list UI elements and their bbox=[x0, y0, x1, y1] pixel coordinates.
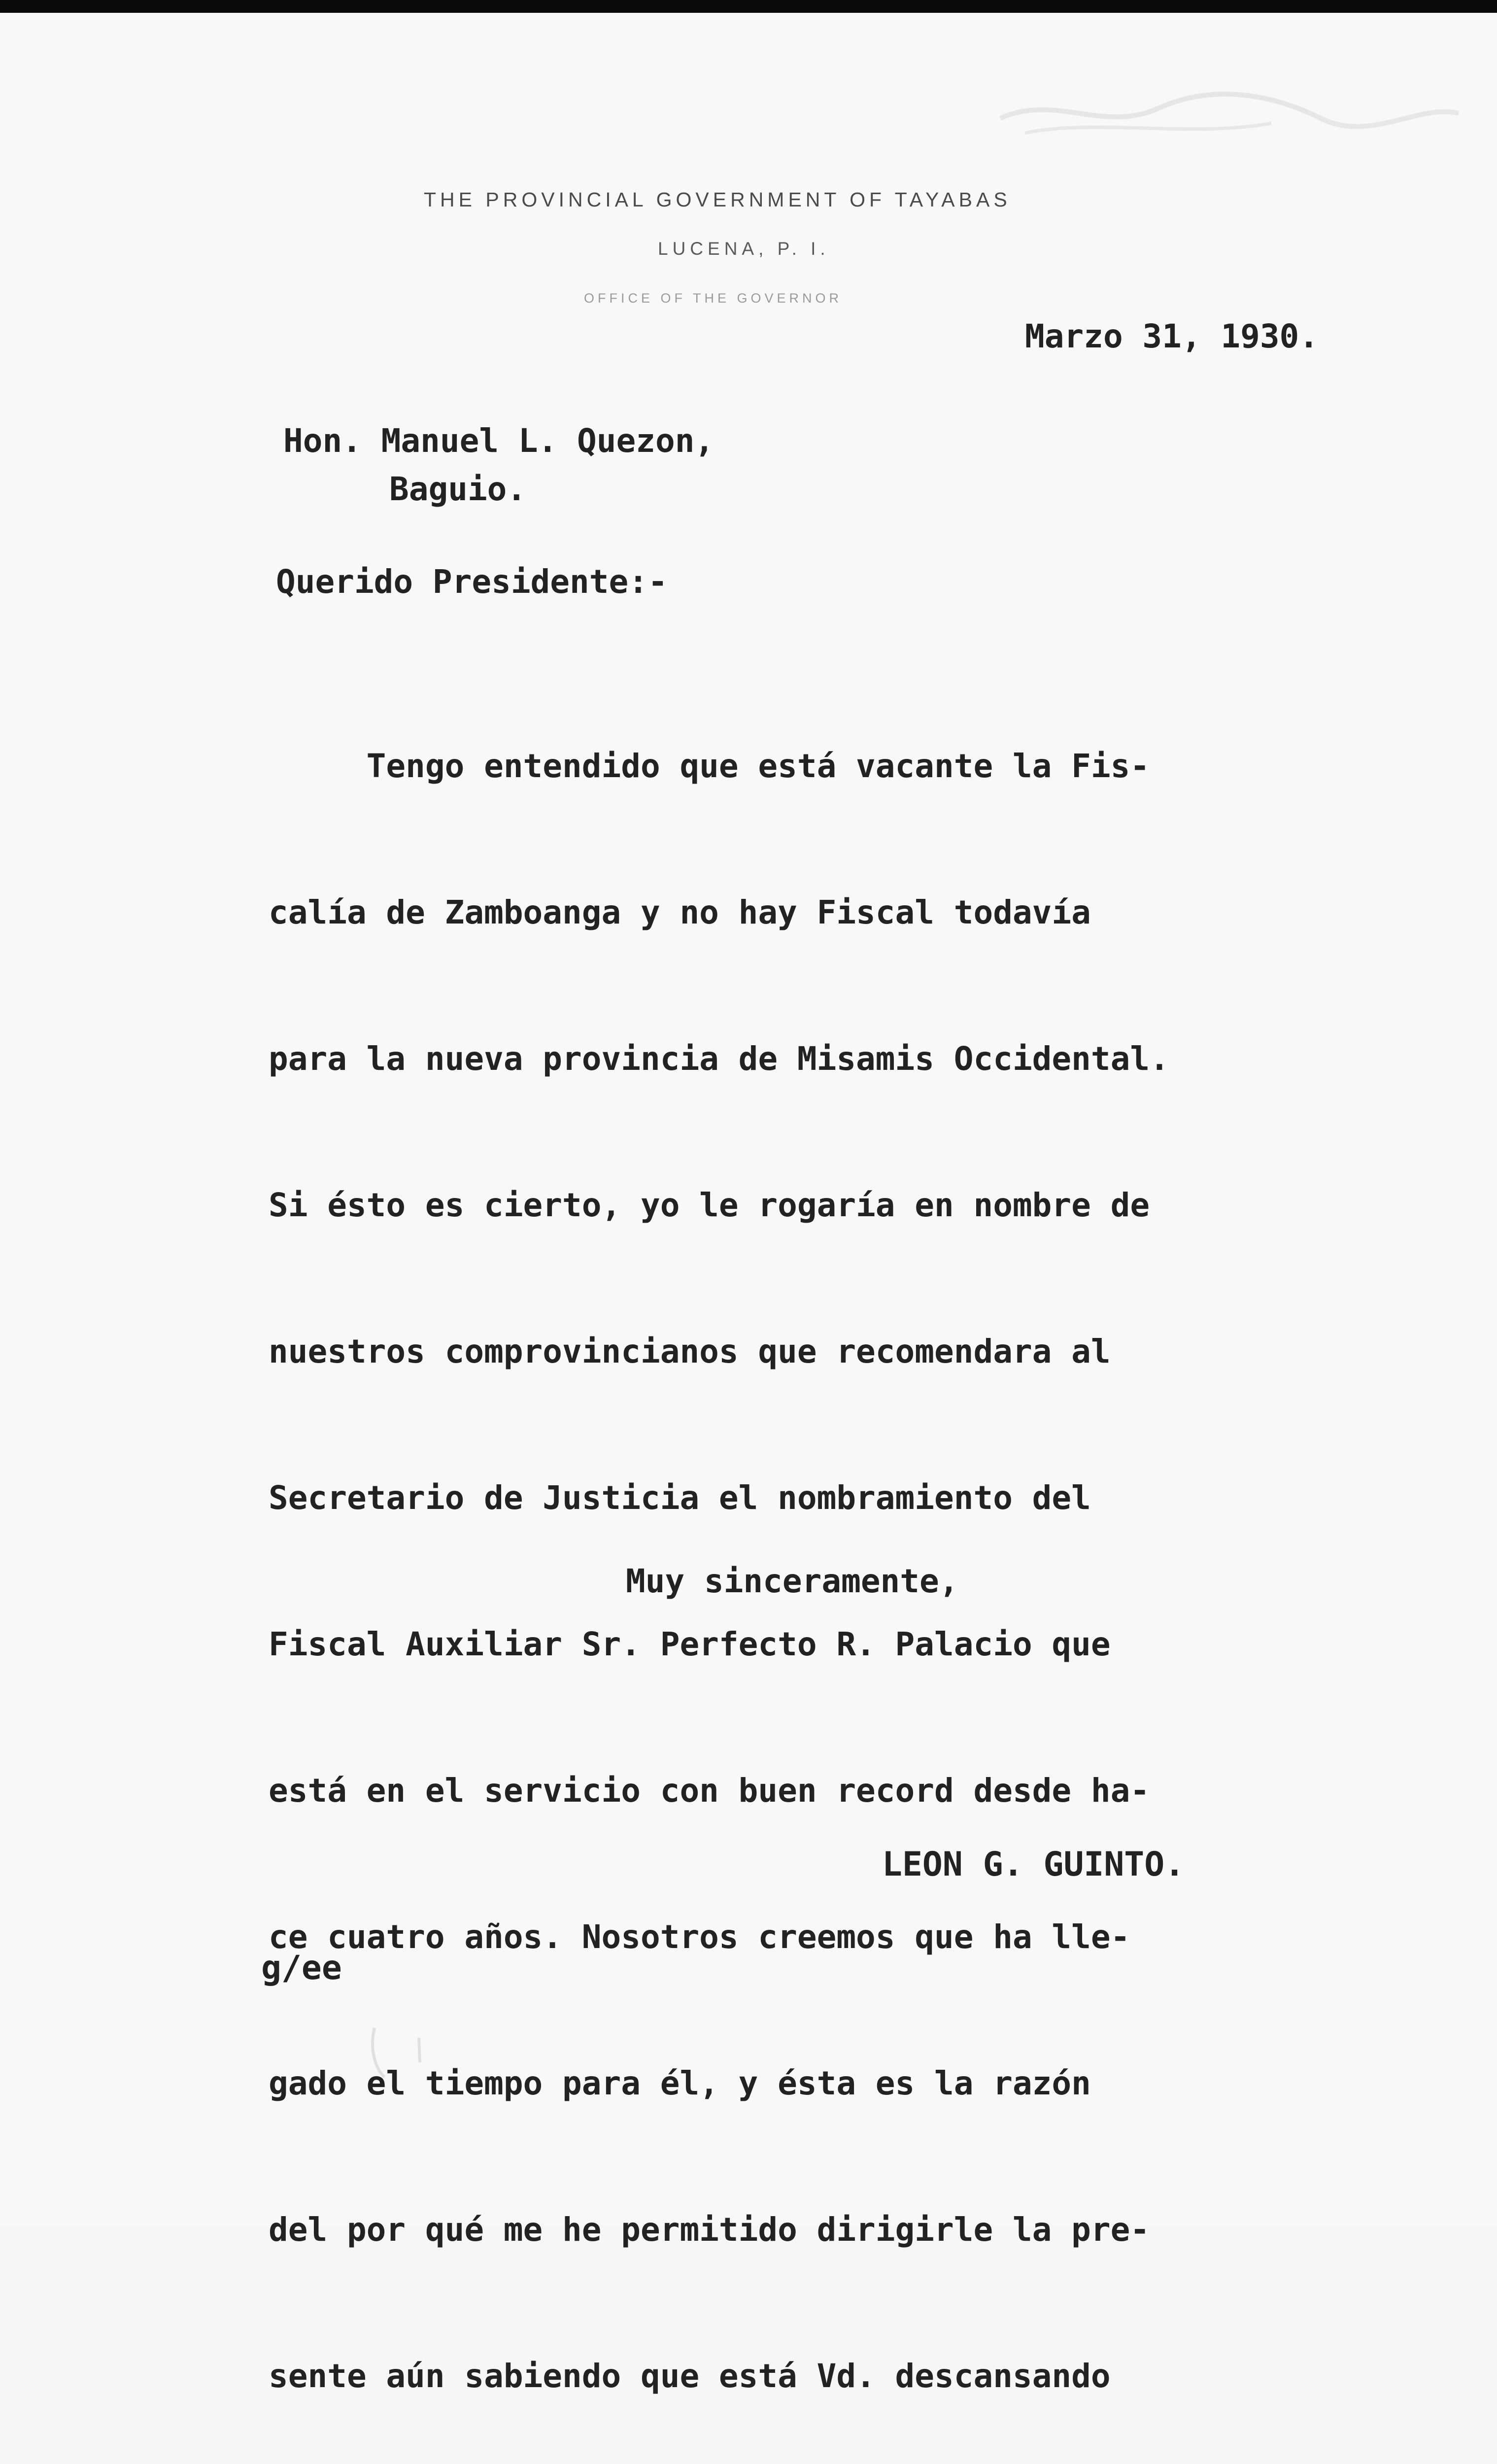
body-line: ce cuatro años. Nosotros creemos que ha lle- bbox=[269, 1918, 1130, 1956]
letterhead-office: OFFICE OF THE GOVERNOR bbox=[584, 291, 843, 306]
salutation: Querido Presidente:- bbox=[276, 563, 668, 601]
body-line: está en el servicio con buen record desde ha- bbox=[269, 1772, 1150, 1810]
body-line: calía de Zamboanga y no hay Fiscal todavía bbox=[269, 893, 1091, 931]
letterhead-city: LUCENA, P. I. bbox=[658, 239, 830, 259]
body-line: Secretario de Justicia el nombramiento del bbox=[269, 1479, 1091, 1517]
letter-date: Marzo 31, 1930. bbox=[1025, 317, 1319, 355]
stray-pen-mark bbox=[365, 2018, 439, 2082]
body-line: gado el tiempo para él, y ésta es la razón bbox=[269, 2064, 1091, 2102]
addressee-city: Baguio. bbox=[389, 470, 527, 508]
bleed-through-mark bbox=[995, 74, 1463, 148]
body-line: sente aún sabiendo que está Vd. descansando bbox=[269, 2357, 1111, 2395]
addressee-name: Hon. Manuel L. Quezon, bbox=[283, 422, 714, 460]
body-line: Tengo entendido que está vacante la Fis- bbox=[269, 747, 1150, 785]
body-line: del por qué me he permitido dirigirle la pre- bbox=[269, 2211, 1150, 2249]
reference-initials: g/ee bbox=[261, 1949, 342, 1987]
scan-top-edge bbox=[0, 0, 1497, 13]
letterhead-organization: THE PROVINCIAL GOVERNMENT OF TAYABAS bbox=[424, 188, 1011, 211]
body-line: para la nueva provincia de Misamis Occidental. bbox=[269, 1040, 1169, 1078]
letter-body bbox=[269, 644, 1169, 2464]
body-line: nuestros comprovincianos que recomendara al bbox=[269, 1333, 1111, 1370]
body-line: Fiscal Auxiliar Sr. Perfecto R. Palacio que bbox=[269, 1625, 1111, 1663]
signature-name: LEON G. GUINTO. bbox=[882, 1845, 1185, 1884]
body-line: Si ésto es cierto, yo le rogaría en nombre de bbox=[269, 1186, 1150, 1224]
complimentary-close: Muy sinceramente, bbox=[626, 1562, 959, 1600]
